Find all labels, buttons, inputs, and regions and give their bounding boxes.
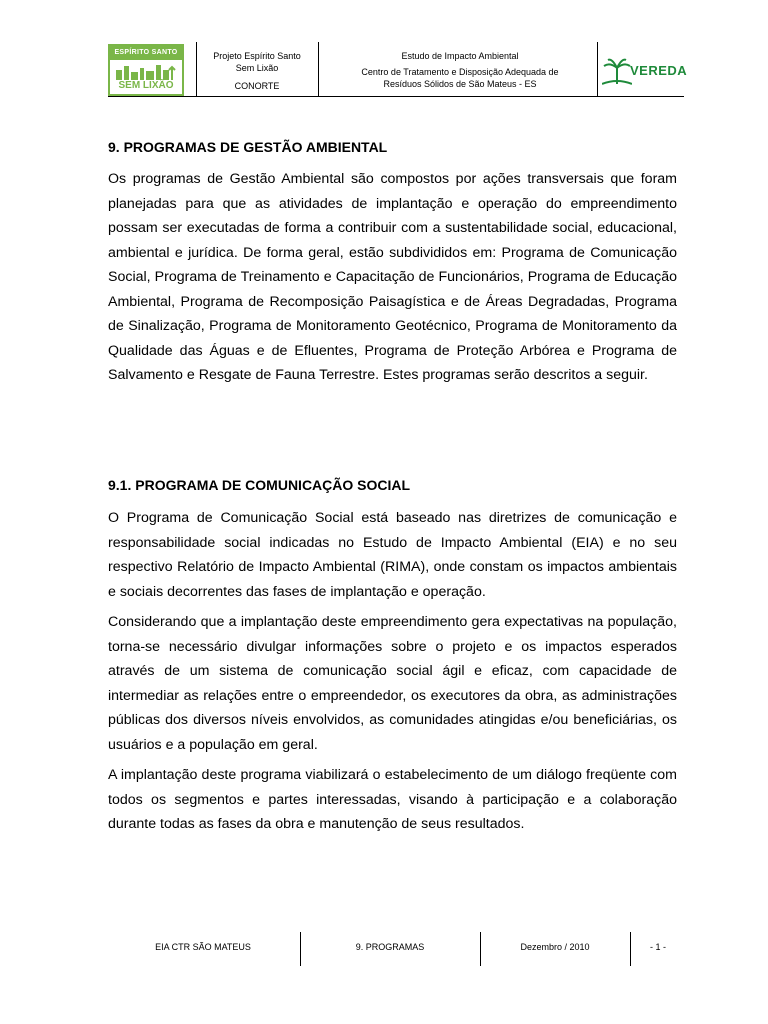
study-info (322, 50, 598, 90)
study-line-2: Centro de Tratamento e Disposição Adequada de (361, 67, 559, 77)
footer-chapter: 9. PROGRAMAS (355, 942, 425, 952)
project-line-2: Sem Lixão (235, 63, 279, 73)
espirito-santo-sem-lixao-logo (108, 44, 184, 96)
palm-tree-icon (602, 56, 632, 86)
footer-divider (480, 932, 481, 966)
paragraph-1: O Programa de Comunicação Social está baseado nas diretrizes de comunicação e responsabilidade social indicadas no Estudo de Impacto Ambiental (EIA) e no seu respectivo Relatório de Impacto Ambiental (RIMA), onde constam os impactos ambientais e sociais decorrentes das fases de implantação e operação. (108, 510, 677, 600)
paragraph-3: A implantação deste programa viabilizará o estabelecimento de um diálogo freqüente com todos os segmentos e partes interessadas, visando à participação e a colaboração durante todas as fases da obra e manutenção de seus resultados. (108, 767, 677, 832)
subsection-title: 9.1. PROGRAMA DE COMUNICAÇÃO SOCIAL (108, 477, 411, 493)
vereda-logo-text: VEREDA (630, 63, 688, 78)
vereda-logo (602, 54, 688, 86)
project-line-1: Projeto Espírito Santo (213, 51, 301, 61)
logo-left-bottom-text: SEM LIXÃO (118, 80, 174, 91)
header-divider (597, 42, 598, 96)
study-line-3: Resíduos Sólidos de São Mateus - ES (383, 79, 537, 89)
header-divider (196, 42, 197, 96)
footer-document: EIA CTR SÃO MATEUS (155, 942, 251, 952)
project-company: CONORTE (234, 81, 280, 91)
footer-divider (630, 932, 631, 966)
logo-left-top-text: ESPÍRITO SANTO (110, 46, 182, 60)
page-header (108, 42, 688, 98)
page-number: - 1 - (649, 942, 666, 952)
page-footer (108, 930, 684, 968)
section-title: 9. PROGRAMAS DE GESTÃO AMBIENTAL (108, 139, 388, 155)
footer-divider (300, 932, 301, 966)
paragraph-2: Considerando que a implantação deste empreendimento gera expectativas na população, torna-se necessário divulgar informações sobre o projeto e os impactos esperados através de um sistema de comunicação social ágil e eficaz, com capacidade de intermediar as relações entre o empreendedor, os executores da obra, as administrações públicas dos diversos níveis envolvidos, as comunidades atingidas e/ou beneficiárias, os usuários e a população em geral. (108, 614, 677, 753)
header-underline (108, 96, 684, 97)
header-divider (318, 42, 319, 96)
section-paragraph: Os programas de Gestão Ambiental são compostos por ações transversais que foram planejadas para que as atividades de implantação e operação do empreendimento possam ser executadas de forma a contribuir com a sustentabilidade social, educacional, ambiental e jurídica. De forma geral, estão subdivididos em: Programa de Comunicação Social, Programa de Treinamento e Capacitação de Funcionários, Programa de Educação Ambiental, Programa de Recomposição Paisagística e de Áreas Degradadas, Programa de Sinalização, Programa de Monitoramento Geotécnico, Programa de Monitoramento da Qualidade das Águas e de Efluentes, Programa de Proteção Arbórea e Programa de Salvamento e Resgate de Fauna Terrestre. Estes programas serão descritos a seguir. (108, 171, 677, 383)
project-name (200, 50, 314, 74)
footer-date: Dezembro / 2010 (520, 942, 590, 952)
study-title: Estudo de Impacto Ambiental (401, 51, 519, 61)
